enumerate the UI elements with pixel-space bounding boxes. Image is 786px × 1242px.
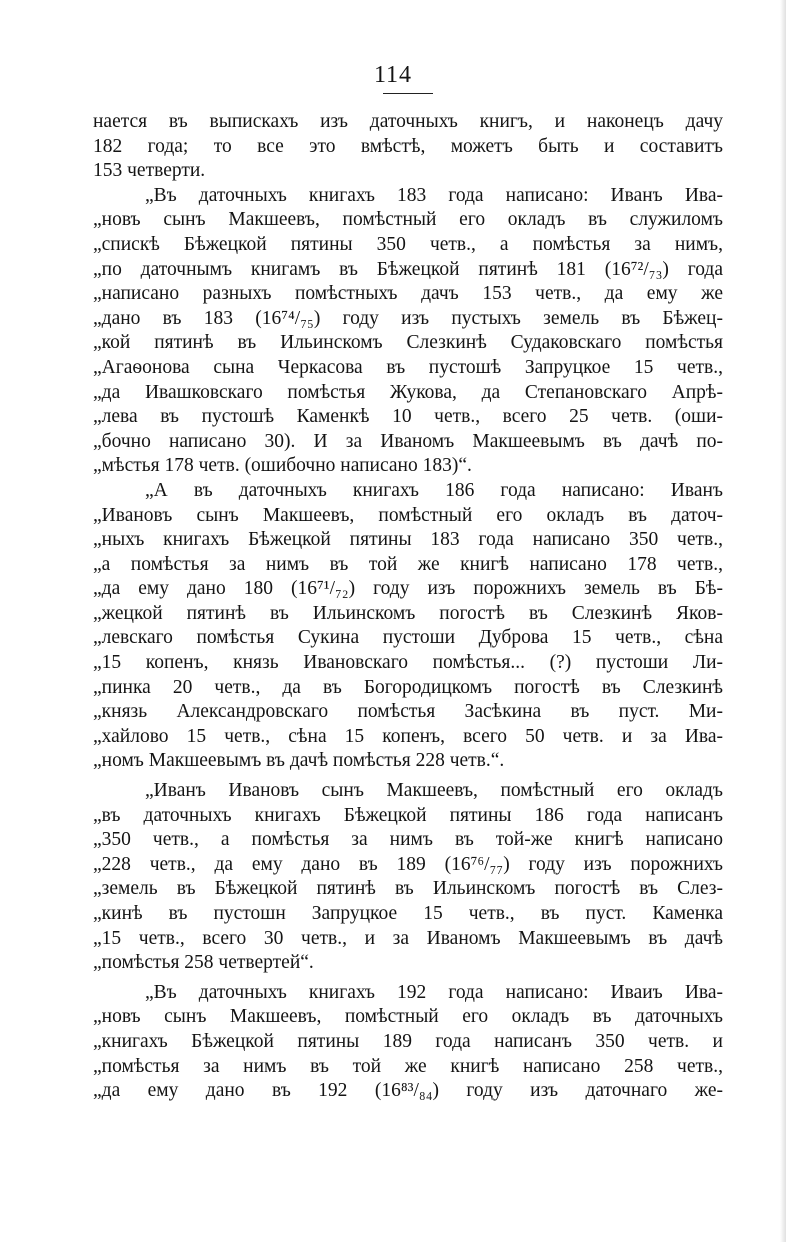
text-line: „помѣстья за нимъ въ той же книгѣ написано 258 четв., [93, 1055, 723, 1077]
text-line: „по даточнымъ книгамъ въ Бѣжецкой пятинѣ 181 (16⁷²/₇₃) года [93, 258, 723, 280]
text-line: „помѣстья 258 четвертей“. [93, 952, 314, 974]
text-line: „ныхъ книгахъ Бѣжецкой пятины 183 года написано 350 четв., [93, 529, 723, 551]
text-line: „дано въ 183 (16⁷⁴/₇₅) году изъ пустыхъ земель въ Бѣжец- [93, 307, 723, 329]
page-number-underline [383, 93, 433, 94]
text-line: „да ему дано въ 192 (16⁸³/₈₄) году изъ даточнаго же- [93, 1080, 723, 1102]
text-line: „написано разныхъ помѣстныхъ дачъ 153 четв., да ему же [93, 283, 723, 305]
text-line: „пинка 20 четв., да въ Богородицкомъ погостѣ въ Слезкинѣ [93, 676, 723, 698]
paragraph-start-line: „А въ даточныхъ книгахъ 186 года написано: Иванъ [145, 479, 723, 501]
paragraph-start-line: „Въ даточныхъ книгахъ 192 года написано: Иваиъ Ива- [145, 981, 723, 1003]
text-line: „да ему дано 180 (16⁷¹/₇₂) году изъ порожнихъ земель въ Бѣ- [93, 578, 723, 600]
text-line: „мѣстья 178 четв. (ошибочно написано 183)“. [93, 455, 472, 477]
text-line: „хайлово 15 четв., сѣна 15 копенъ, всего 50 четв. и за Ива- [93, 725, 723, 747]
text-line: „да Ивашковскаго помѣстья Жукова, да Степановскаго Апрѣ- [93, 381, 723, 403]
text-line: 153 четверти. [93, 160, 206, 182]
paragraph-start-line: „Иванъ Ивановъ сынъ Макшеевъ, помѣстный его окладъ [145, 780, 723, 802]
text-line: „книгахъ Бѣжецкой пятины 189 года написанъ 350 четв. и [93, 1030, 723, 1052]
page-edge-shadow [780, 0, 786, 1242]
text-line: „земель въ Бѣжецкой пятинѣ въ Ильинскомъ погостѣ въ Слез- [93, 878, 723, 900]
body-text [93, 110, 723, 1104]
text-line: „Агаѳонова сына Черкасова въ пустошѣ Запруцкое 15 четв., [93, 356, 723, 378]
text-line: „лева въ пустошѣ Каменкѣ 10 четв., всего 25 четв. (оши- [93, 406, 723, 428]
page-number: 114 [373, 62, 413, 88]
text-line: „350 четв., а помѣстья за нимъ въ той-же книгѣ написано [93, 829, 723, 851]
text-line: „номъ Макшеевымъ въ дачѣ помѣстья 228 четв.“. [93, 750, 505, 772]
text-line: „Ивановъ сынъ Макшеевъ, помѣстный его окладъ въ даточ- [93, 504, 723, 526]
text-line: „кой пятинѣ въ Ильинскомъ Слезкинѣ Судаковскаго помѣстья [93, 332, 723, 354]
text-line: „кинѣ въ пустошн Запруцкое 15 четв., въ пуст. Каменка [93, 903, 723, 924]
text-line: „спискѣ Бѣжецкой пятины 350 четв., а помѣстья за нимъ, [93, 233, 723, 255]
text-line: „князь Александровскаго помѣстья Засѣкина въ пуст. Ми- [93, 701, 723, 723]
text-line: „жецкой пятинѣ въ Ильинскомъ погостѣ въ Слезкинѣ Яков- [93, 602, 723, 624]
text-line: „бочно написано 30). И за Иваномъ Макшеевымъ въ дачѣ по- [93, 430, 723, 452]
text-line: „а помѣстья за нимъ въ той же книгѣ написано 178 четв., [93, 553, 723, 575]
paragraph-start-line: „Въ даточныхъ книгахъ 183 года написано: Иванъ Ива- [145, 184, 723, 206]
text-line: „15 копенъ, князь Ивановскаго помѣстья... (?) пустоши Ли- [93, 652, 723, 674]
text-line: „новъ сынъ Макшеевъ, помѣстный его окладъ въ даточныхъ [93, 1006, 723, 1028]
text-line: „левскаго помѣстья Сукина пустоши Дуброва 15 четв., сѣна [93, 627, 723, 649]
text-line: нается въ выпискахъ изъ даточныхъ книгъ, и наконецъ дачу [93, 111, 723, 132]
text-line: „новъ сынъ Макшеевъ, помѣстный его окладъ въ служиломъ [93, 209, 723, 231]
text-line: „въ даточныхъ книгахъ Бѣжецкой пятины 186 года написанъ [93, 804, 723, 826]
text-line: „228 четв., да ему дано въ 189 (16⁷⁶/₇₇) году изъ порожнихъ [93, 853, 723, 875]
text-line: „15 четв., всего 30 четв., и за Иваномъ Макшеевымъ въ дачѣ [93, 927, 723, 949]
text-line: 182 года; то все это вмѣстѣ, можетъ быть и составитъ [93, 135, 723, 157]
